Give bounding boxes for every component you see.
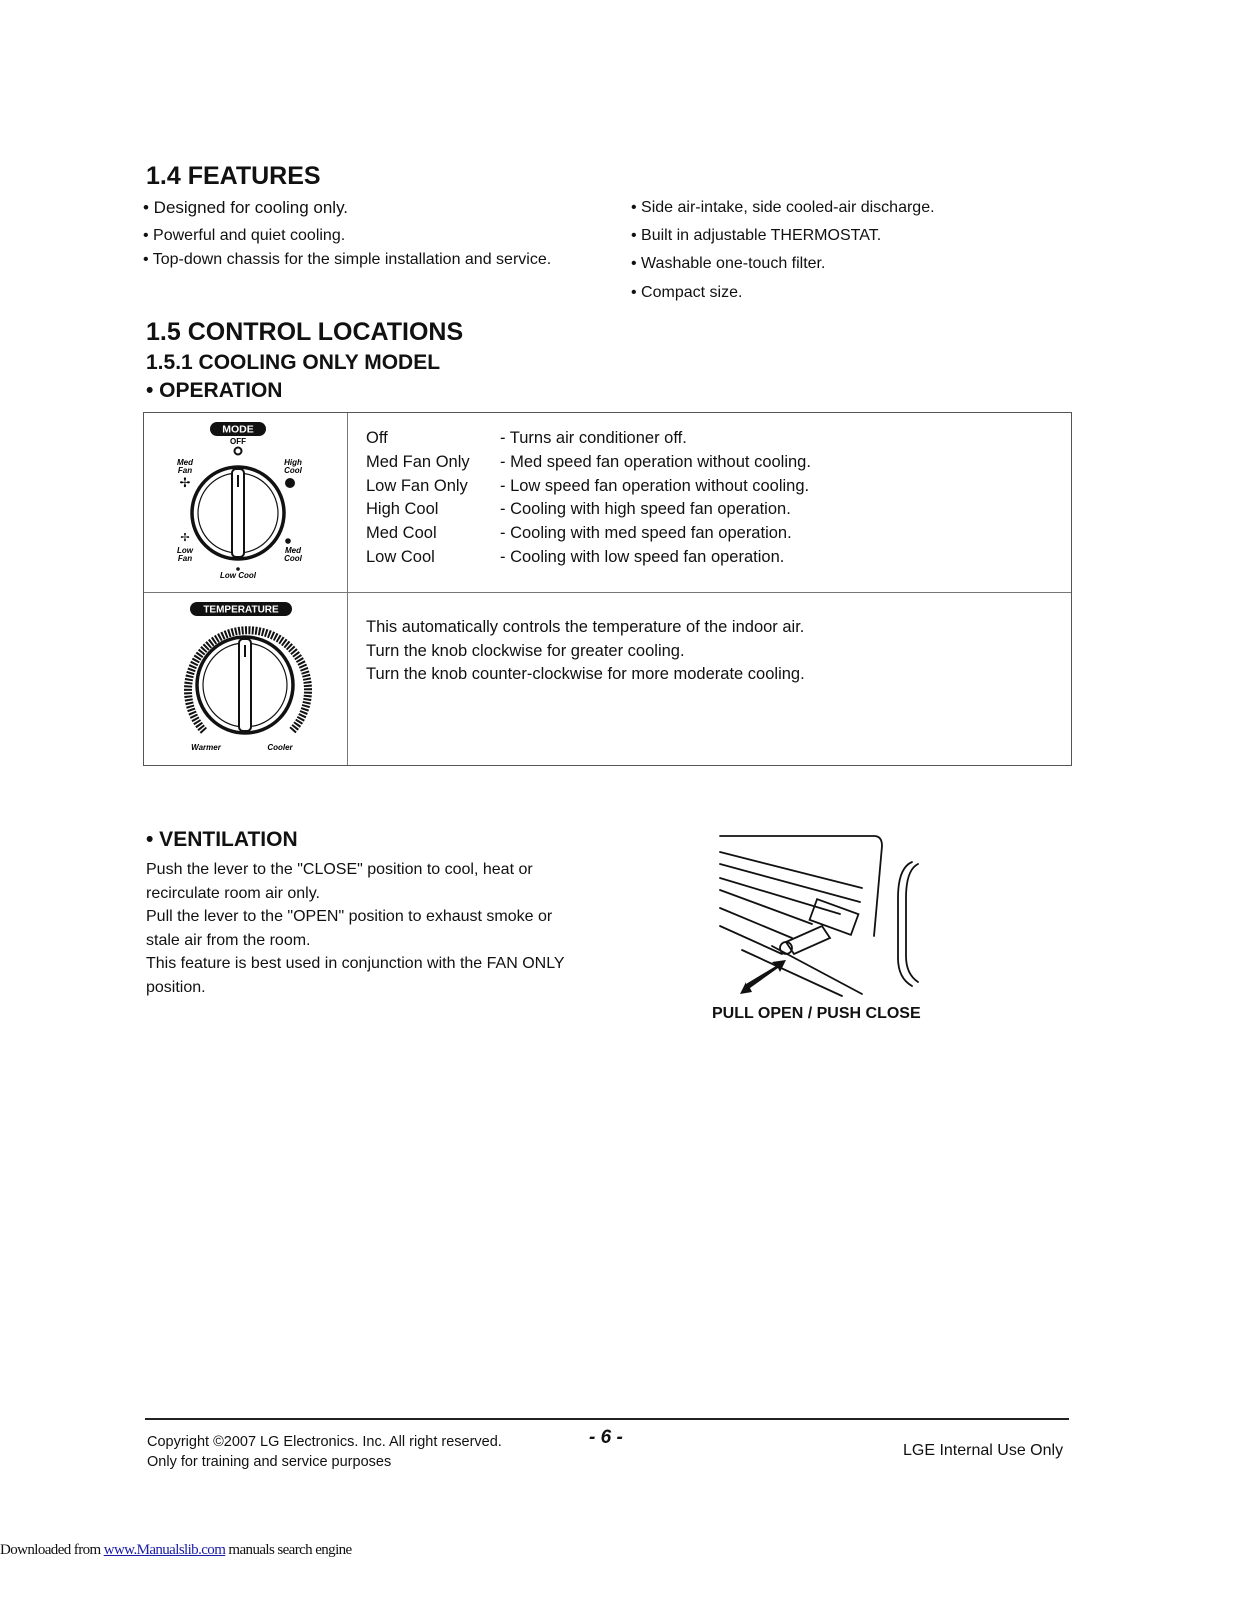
mode-low-fan-label-2: Fan: [177, 554, 193, 563]
footer-rule: [145, 1418, 1069, 1420]
pull-push-arrow-icon: [740, 960, 786, 994]
temperature-knob-diagram: [172, 599, 332, 759]
mode-name: Low Cool: [366, 548, 435, 566]
feature-item: • Washable one-touch filter.: [631, 255, 826, 272]
mode-high-cool-label-2: Cool: [284, 466, 302, 475]
mode-description: - Cooling with med speed fan operation.: [500, 524, 792, 542]
low-fan-icon: ✢: [180, 532, 190, 544]
table-divider-horizontal: [144, 592, 1071, 593]
mode-med-fan-label: Med: [177, 458, 193, 467]
control-table: [143, 412, 1072, 766]
vent-grille-slat: [720, 890, 812, 924]
download-bar-suffix: manuals search engine: [225, 1542, 352, 1558]
feature-item: • Side air-intake, side cooled-air discharge.: [631, 199, 935, 216]
vent-side-panel: [898, 862, 912, 986]
mode-description: - Turns air conditioner off.: [500, 429, 687, 447]
control-locations-heading: 1.5 CONTROL LOCATIONS: [146, 318, 464, 346]
temperature-warmer-label: Warmer: [191, 743, 221, 752]
ventilation-lever-illustration: [712, 828, 928, 1000]
cooling-only-model-heading: 1.5.1 COOLING ONLY MODEL: [146, 351, 441, 374]
operation-heading: • OPERATION: [146, 379, 283, 402]
mode-description: - Med speed fan operation without cooling.: [500, 453, 811, 471]
temperature-badge-text: TEMPERATURE: [203, 604, 279, 616]
mode-off-marker: [235, 448, 242, 455]
mode-med-cool-label: Med: [285, 546, 301, 555]
mode-description: - Cooling with low speed fan operation.: [500, 548, 785, 566]
mode-name: Off: [366, 429, 388, 447]
feature-item: • Built in adjustable THERMOSTAT.: [631, 227, 882, 244]
feature-item: • Top-down chassis for the simple installation and service.: [143, 251, 552, 268]
download-bar: [0, 1542, 352, 1559]
ventilation-heading: • VENTILATION: [146, 828, 298, 851]
ventilation-text-line: Push the lever to the "CLOSE" position to cool, heat or: [146, 861, 533, 878]
manualslib-link[interactable]: www.Manualslib.com: [103, 1542, 226, 1558]
mode-name: Med Fan Only: [366, 453, 470, 471]
footer-copyright: Copyright ©2007 LG Electronics. Inc. All right reserved.: [147, 1434, 502, 1450]
vent-lever-housing: [810, 899, 859, 935]
table-divider-vertical: [347, 413, 348, 765]
ventilation-text-line: position.: [146, 979, 206, 996]
temperature-text-line: This automatically controls the temperature of the indoor air.: [366, 618, 805, 636]
ventilation-text-line: This feature is best used in conjunction with the FAN ONLY: [146, 955, 565, 972]
mode-knob-diagram: [164, 417, 334, 587]
mode-med-cool-label-2: Cool: [284, 554, 302, 563]
high-cool-dot-icon: [285, 478, 295, 488]
mode-high-cool-label: High: [284, 458, 302, 467]
feature-item: • Powerful and quiet cooling.: [143, 227, 346, 244]
ventilation-text-line: recirculate room air only.: [146, 885, 320, 902]
download-bar-prefix: Downloaded from: [0, 1542, 104, 1558]
mode-description: - Low speed fan operation without cooling.: [500, 477, 810, 495]
fan-icon: ✢: [179, 475, 191, 490]
temperature-text-line: Turn the knob clockwise for greater cooling.: [366, 642, 685, 660]
page-number: - 6 -: [589, 1427, 623, 1448]
mode-low-cool-label: Low Cool: [220, 571, 256, 580]
mode-badge-text: MODE: [222, 423, 254, 436]
temperature-cooler-label: Cooler: [267, 743, 293, 752]
mode-name: Low Fan Only: [366, 477, 468, 495]
features-heading: 1.4 FEATURES: [146, 162, 321, 190]
ventilation-caption: PULL OPEN / PUSH CLOSE: [712, 1005, 921, 1022]
feature-item: • Compact size.: [631, 284, 743, 301]
mode-low-fan-label: Low: [177, 546, 193, 555]
mode-description: - Cooling with high speed fan operation.: [500, 500, 791, 518]
med-cool-dot-icon: [285, 538, 291, 544]
footer-training-note: Only for training and service purposes: [147, 1454, 392, 1470]
footer-internal-use: LGE Internal Use Only: [903, 1442, 1064, 1459]
ventilation-text-line: stale air from the room.: [146, 932, 311, 949]
mode-med-fan-label-2: Fan: [177, 466, 193, 475]
mode-off-label: OFF: [230, 437, 246, 446]
vent-side-panel: [906, 864, 918, 982]
ventilation-text-line: Pull the lever to the "OPEN" position to exhaust smoke or: [146, 908, 553, 925]
mode-name: High Cool: [366, 500, 439, 518]
temperature-text-line: Turn the knob counter-clockwise for more moderate cooling.: [366, 665, 805, 683]
feature-item: • Designed for cooling only.: [143, 198, 349, 217]
mode-name: Med Cool: [366, 524, 437, 542]
